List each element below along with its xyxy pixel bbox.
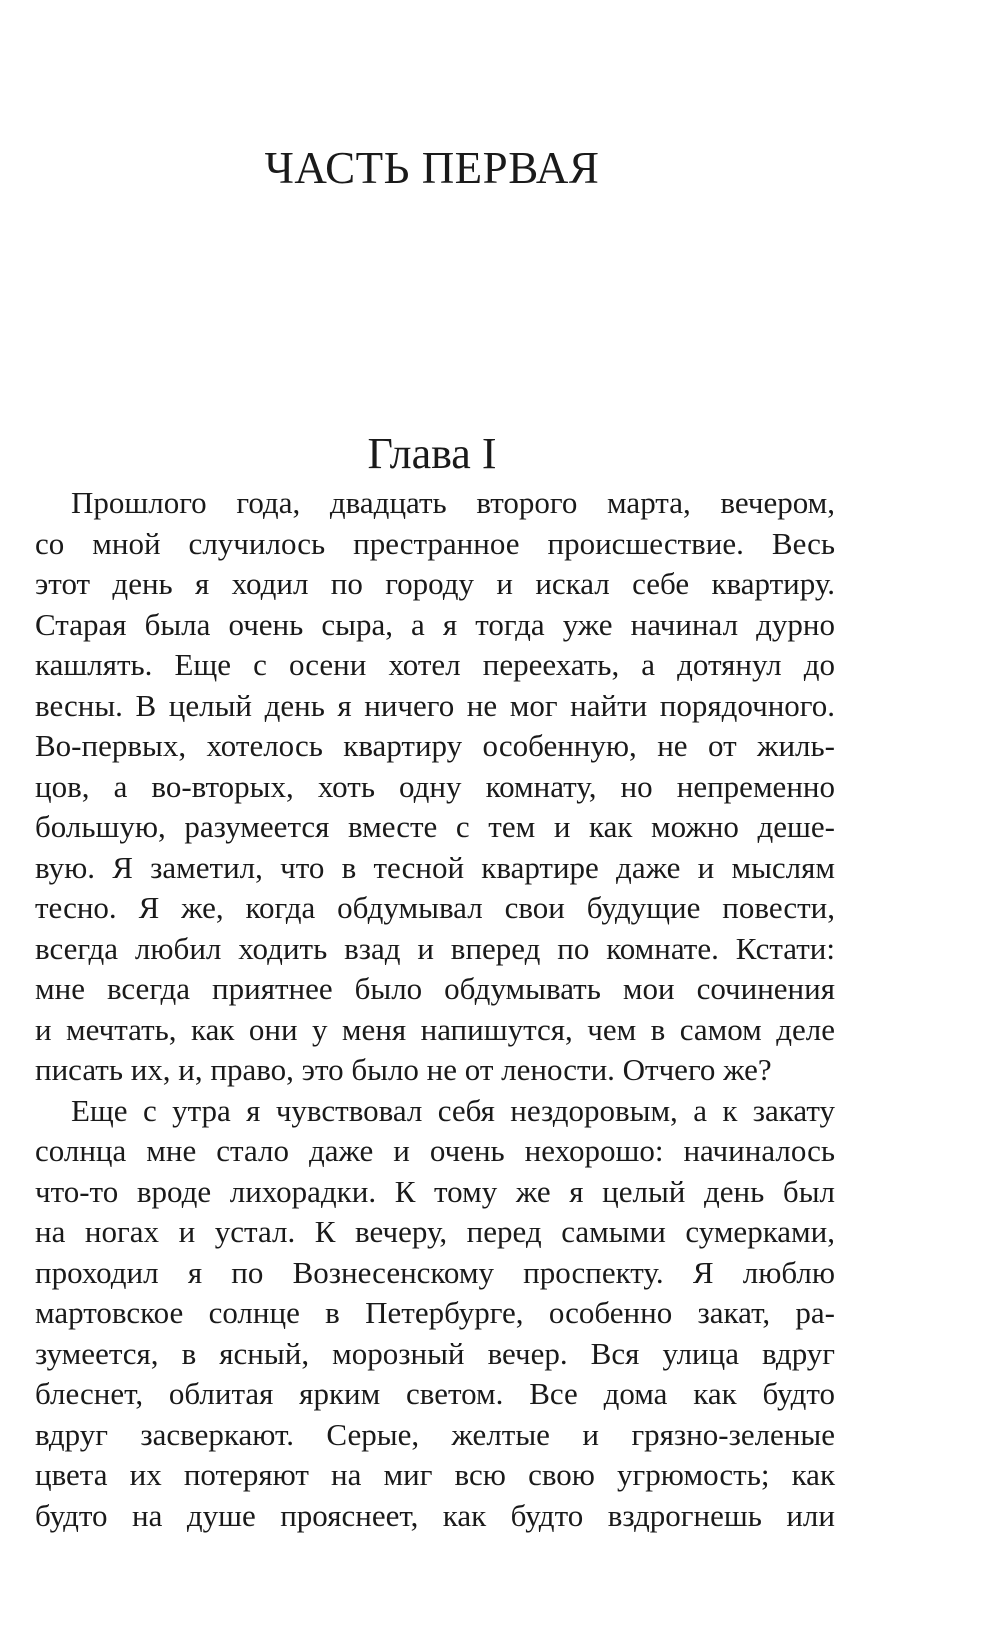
text-line: и мечтать, как они у меня напишутся, чем в самом деле <box>35 1011 835 1047</box>
text-line: Прошлого года, двадцать второго марта, вечером, <box>71 485 835 520</box>
text-line: Старая была очень сыра, а я тогда уже начинал дурно <box>35 606 835 642</box>
text-line: большую, разумеется вместе с тем и как можно деше- <box>35 809 835 844</box>
text-line: будто на душе прояснеет, как будто вздрогнешь или <box>35 1497 835 1533</box>
part-title: ЧАСТЬ ПЕРВАЯ <box>264 143 600 193</box>
text-line: этот день я ходил по городу и искал себе квартиру. <box>35 566 835 601</box>
text-line: цов, а во-вторых, хоть одну комнату, но непременно <box>35 768 835 804</box>
text-line: мне всегда приятнее было обдумывать мои сочинения <box>35 971 835 1006</box>
text-line: Еще с утра я чувствовал себя нездоровым, а к закату <box>71 1092 835 1128</box>
text-line: цвета их потеряют на миг всю свою угрюмость; как <box>35 1457 835 1492</box>
text-line: кашлять. Еще с осени хотел переехать, а дотянул до <box>35 647 835 682</box>
text-line: проходил я по Вознесенскому проспекту. Я люблю <box>35 1254 835 1290</box>
body-text <box>35 483 835 1536</box>
text-line: всегда любил ходить взад и вперед по комнате. Кстати: <box>35 930 835 966</box>
text-line: солнца мне стало даже и очень нехорошо: начиналось <box>35 1133 835 1168</box>
text-line: весны. В целый день я ничего не мог найти порядочного. <box>35 687 835 723</box>
chapter-title: Глава I <box>367 429 497 478</box>
text-line: Во-первых, хотелось квартиру особенную, не от жиль- <box>35 728 835 763</box>
text-line: что-то вроде лихорадки. К тому же я целый день был <box>35 1173 835 1209</box>
text-line: блеснет, облитая ярким светом. Все дома как будто <box>35 1376 835 1411</box>
text-line: на ногах и устал. К вечеру, перед самыми сумерками, <box>35 1214 835 1249</box>
text-line: тесно. Я же, когда обдумывал свои будущие повести, <box>35 890 835 925</box>
text-line: вдруг засверкают. Серые, желтые и грязно-зеленые <box>35 1416 835 1452</box>
text-line: вую. Я заметил, что в тесной квартире даже и мыслям <box>35 849 835 885</box>
text-line: зумеется, в ясный, морозный вечер. Вся улица вдруг <box>35 1335 835 1371</box>
text-line: со мной случилось престранное происшествие. Весь <box>35 525 835 561</box>
text-line: мартовское солнце в Петербурге, особенно закат, ра- <box>35 1295 835 1330</box>
text-line: писать их, и, право, это было не от лености. Отчего же? <box>35 1052 772 1087</box>
